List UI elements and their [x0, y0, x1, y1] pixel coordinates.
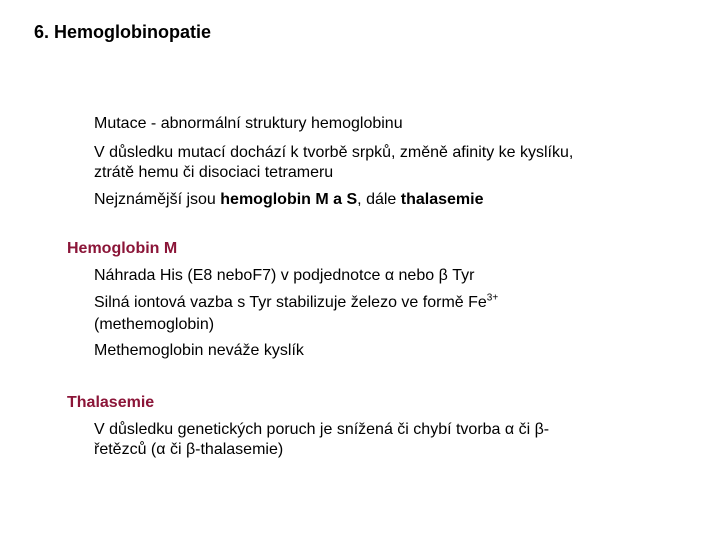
- thal-line-geneticke-poruchy: V důsledku genetických poruch je snížená či chybí tvorba α či β-: [94, 421, 550, 438]
- heading-thalasemie: Thalasemie: [67, 394, 155, 411]
- slide-title: 6. Hemoglobinopatie: [34, 22, 212, 42]
- hbm-line-silna-vazba-text: Silná iontová vazba s Tyr stabilizuje železo ve formě Fe: [94, 294, 487, 311]
- intro-line-nejznamejsi: [94, 190, 483, 210]
- intro-line-mutace: Mutace - abnormální struktury hemoglobinu: [94, 115, 403, 132]
- thalasemie-bold: thalasemie: [400, 191, 484, 208]
- hbm-line-nevaze-kyslik: Methemoglobin neváže kyslík: [94, 342, 304, 359]
- hemoglobin-m-s-bold: hemoglobin M a S: [220, 191, 358, 208]
- intro-line-dusledek-2: ztrátě hemu či disociaci tetrameru: [94, 164, 334, 181]
- intro-line-nejznamejsi-mid: , dále: [357, 191, 401, 208]
- fe-charge-superscript: 3+: [486, 292, 499, 304]
- hbm-line-nahrada: Náhrada His (E8 neboF7) v podjednotce α nebo β Tyr: [94, 267, 475, 284]
- intro-line-dusledek-1: V důsledku mutací dochází k tvorbě srpků, změně afinity ke kyslíku,: [94, 144, 574, 161]
- intro-line-nejznamejsi-prefix: Nejznámější jsou: [94, 191, 221, 208]
- hbm-line-methemoglobin: (methemoglobin): [94, 316, 215, 333]
- hbm-line-silna-vazba: [94, 293, 498, 313]
- heading-hemoglobin-m: Hemoglobin M: [67, 240, 178, 257]
- thal-line-retezcu: řetězců (α či β-thalasemie): [94, 441, 284, 458]
